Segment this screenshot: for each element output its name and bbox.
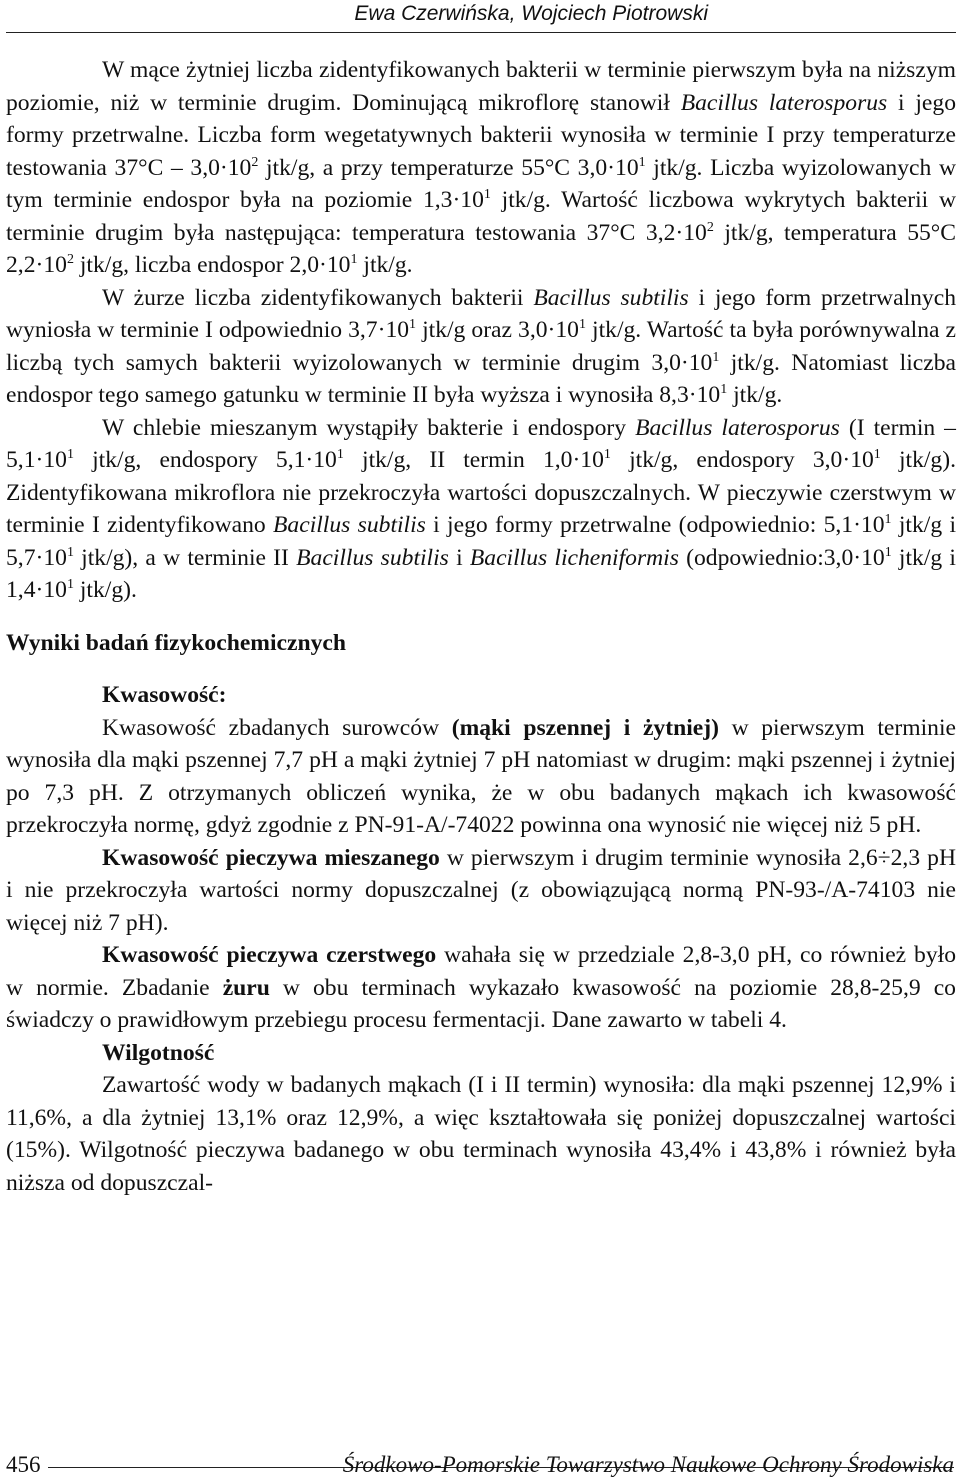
text: (odpowiednio:3,0·10	[686, 544, 885, 571]
text: jtk/g. Wartość ta była porównywalna z liczbą tych samych bakterii wyizolowanych w terminie drugim 3,0·10	[6, 317, 957, 376]
text: (I termin – 5,1·10	[6, 414, 956, 473]
text: jtk/g. Liczba wyizolowanych w tym terminie endospor była na poziomie 1,3·10	[6, 154, 956, 213]
text: jtk/g, II termin 1,0·10	[362, 447, 604, 473]
exponent: 1	[66, 544, 74, 560]
exponent: 1	[483, 187, 491, 202]
exponent: 2	[251, 154, 259, 170]
section-heading: Wyniki badań fizykochemicznych	[6, 629, 346, 656]
exponent: 2	[66, 252, 74, 267]
text: jtk/g).	[79, 577, 137, 603]
page-number: 456	[6, 1452, 41, 1477]
text: i jego formy przetrwalne. Liczba form wegetatywnych bakterii wynosiła w terminie I przy temperaturze testowania 37°C – 3,0·10	[6, 89, 956, 181]
paragraph-mixed-bread	[6, 412, 956, 607]
text: jtk/g. Wartość liczbowa wykrytych bakterii w terminie drugim była następująca: temperatura testowania 37°C 3,2·10	[6, 187, 956, 246]
text: W żurze liczba zidentyfikowanych bakterii	[102, 284, 524, 311]
text: i jego formy przetrwalne (odpowiednio: 5,1·10	[433, 512, 885, 538]
species-name: Bacillus subtilis	[533, 284, 689, 311]
text: w pierwszym i drugim terminie wynosiła 2,6÷2,3 pH i nie przekroczyła wartości normy dopuszczalnej (z obowiązującą normą PN-93-/A-74103 nie więcej niż 7 pH).	[6, 844, 956, 936]
text: jtk/g. Natomiast liczba endospor tego samego gatunku w terminie II była wyższa i wynosiła 8,3·10	[6, 349, 956, 408]
emphasis: żuru	[222, 974, 270, 1001]
text: i	[456, 544, 463, 571]
text: jtk/g.	[363, 252, 413, 278]
exponent: 1	[603, 447, 611, 462]
species-name: Bacillus subtilis	[296, 544, 449, 571]
emphasis: (mąki pszennej i żytniej)	[451, 714, 719, 741]
exponent: 1	[884, 512, 892, 527]
exponent: 1	[873, 447, 881, 462]
exponent: 1	[336, 447, 344, 462]
text: W mące żytniej liczba zidentyfikowanych bakterii w terminie pierwszym była na niższym poziomie, niż w terminie drugim. Dominującą mikroflorę stanowił	[6, 57, 956, 116]
paragraph-zur	[6, 282, 956, 412]
text: jtk/g), a w terminie II	[81, 544, 289, 571]
text: W chlebie mieszanym wystąpiły bakterie i endospory	[102, 414, 627, 441]
exponent: 1	[66, 577, 74, 592]
species-name: Bacillus laterosporus	[635, 414, 840, 441]
text: jtk/g.	[733, 382, 783, 408]
text: wahała się w przedziale 2,8-3,0 pH, co również było w normie. Zbadanie	[6, 942, 956, 1001]
exponent: 1	[409, 317, 417, 332]
species-name: Bacillus licheniformis	[469, 544, 679, 571]
text: jtk/g). Zidentyfikowana mikroflora nie przekroczyła wartości dopuszczalnych. W pieczywie czerstwym w terminie I zidentyfikowano	[6, 447, 956, 538]
text: jtk/g, a przy temperaturze 55°C 3,0·10	[266, 154, 639, 181]
paragraph-mixed-bread-acidity	[6, 842, 956, 940]
text: Kwasowość zbadanych surowców	[102, 714, 440, 741]
text: jtk/g, liczba endospor 2,0·10	[79, 252, 351, 278]
exponent: 1	[578, 317, 586, 332]
text: jtk/g, endospory 3,0·10	[629, 447, 874, 473]
exponent: 1	[350, 252, 358, 267]
exponent: 2	[706, 219, 714, 235]
text: w obu terminach wykazało kwasowość na poziomie 28,8-25,9 co świadczy o prawidłowym przebiegu procesu fermentacji. Dane zawarto w tabeli 4.	[6, 974, 956, 1033]
text: jtk/g i 5,7·10	[6, 512, 956, 571]
paragraph-flour-acidity	[6, 712, 956, 842]
text: jtk/g, temperatura 55°C 2,2·10	[6, 219, 956, 278]
exponent: 1	[712, 349, 720, 365]
species-name: Bacillus laterosporus	[680, 89, 888, 116]
exponent: 1	[720, 382, 728, 397]
journal-name: Środkowo-Pomorskie Towarzystwo Naukowe Ochrony Środowiska	[342, 1452, 954, 1477]
running-head-authors: Ewa Czerwińska, Wojciech Piotrowski	[354, 2, 708, 25]
species-name: Bacillus subtilis	[273, 512, 426, 538]
emphasis: Kwasowość pieczywa czerstwego	[102, 942, 437, 968]
text: i jego form przetrwalnych wyniosła w terminie I odpowiednio 3,7·10	[6, 284, 956, 343]
header-divider	[6, 32, 956, 33]
exponent: 1	[884, 544, 892, 560]
exponent: 1	[66, 447, 74, 462]
emphasis: Kwasowość pieczywa mieszanego	[102, 844, 440, 871]
text: w pierwszym terminie wynosiła dla mąki pszennej 7,7 pH a mąki żytniej 7 pH natomiast w drugim: mąki pszennej i żytniej po 7,3 pH. Z otrzymanych obliczeń wynika, że w obu badanych mąkach ich kwasowość przekroczyła normę, gdyż zgodnie z PN-91-A/-74022 powinna ona wynosić nie więcej niż 5 pH.	[6, 714, 956, 838]
text: jtk/g i 1,4·10	[6, 544, 956, 603]
paragraph-rye-flour	[6, 54, 956, 282]
page-body	[6, 54, 956, 1199]
subheading-acidity: Kwasowość:	[102, 682, 227, 708]
paragraph-stale-bread-acidity	[6, 939, 956, 1037]
text: jtk/g, endospory 5,1·10	[92, 447, 337, 473]
exponent: 1	[638, 154, 646, 170]
paragraph-moisture: Zawartość wody w badanych mąkach (I i II termin) wynosiła: dla mąki pszennej 12,9% i 11,6%, a dla żytniej 13,1% oraz 12,9%, a więc kształtowała się poniżej dopuszczalnej wartości (15%). Wilgotność pieczywa badanego w obu terminach wynosiła 43,4% i 43,8% i również była niższa od dopuszczal-	[6, 1072, 956, 1196]
subheading-moisture: Wilgotność	[102, 1039, 215, 1066]
text: jtk/g oraz 3,0·10	[422, 317, 579, 343]
